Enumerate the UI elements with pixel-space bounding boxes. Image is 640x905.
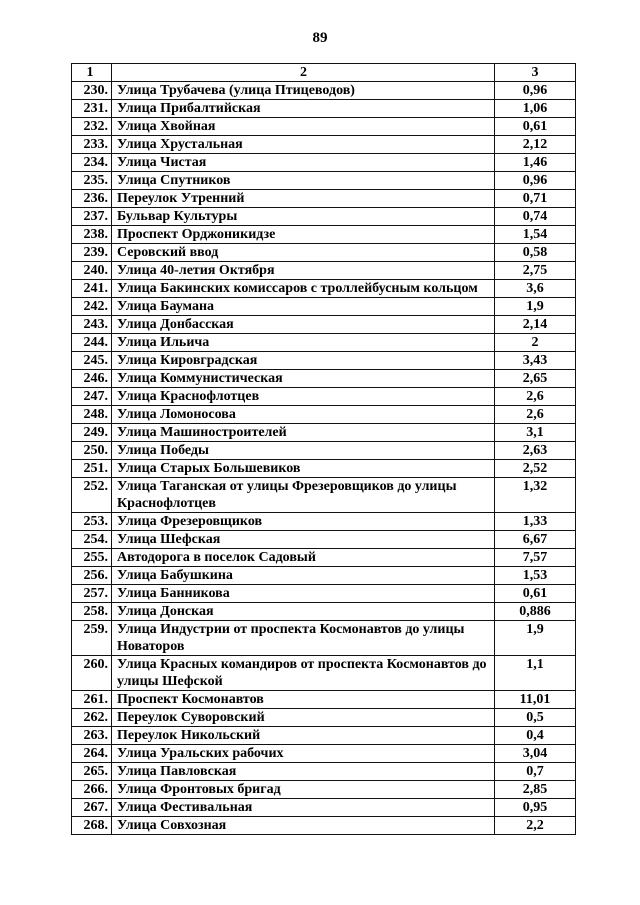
- street-name: Улица Уральских рабочих: [112, 745, 495, 763]
- table-row: [72, 585, 576, 603]
- table-row: [72, 621, 576, 656]
- length-value: 2,65: [495, 370, 576, 388]
- street-name: Улица Фронтовых бригад: [112, 781, 495, 799]
- row-number: 241.: [72, 280, 112, 298]
- table-row: [72, 745, 576, 763]
- street-name: Улица Спутников: [112, 172, 495, 190]
- row-number: 259.: [72, 621, 112, 656]
- table-header-row: [72, 64, 576, 82]
- row-number: 254.: [72, 531, 112, 549]
- length-value: 7,57: [495, 549, 576, 567]
- row-number: 258.: [72, 603, 112, 621]
- street-name: Улица Кировградская: [112, 352, 495, 370]
- length-value: 6,67: [495, 531, 576, 549]
- row-number: 246.: [72, 370, 112, 388]
- length-value: 0,61: [495, 585, 576, 603]
- street-name: Автодорога в поселок Садовый: [112, 549, 495, 567]
- table-row: [72, 603, 576, 621]
- street-name: Улица Совхозная: [112, 817, 495, 835]
- street-name: Улица Старых Большевиков: [112, 460, 495, 478]
- table-row: [72, 172, 576, 190]
- street-name: Улица Машиностроителей: [112, 424, 495, 442]
- table-row: [72, 226, 576, 244]
- row-number: 239.: [72, 244, 112, 262]
- street-name: Улица Чистая: [112, 154, 495, 172]
- length-value: 0,71: [495, 190, 576, 208]
- table-row: [72, 100, 576, 118]
- header-col-3: 3: [495, 64, 576, 82]
- length-value: 0,4: [495, 727, 576, 745]
- street-name: Улица Донская: [112, 603, 495, 621]
- table-row: [72, 460, 576, 478]
- row-number: 261.: [72, 691, 112, 709]
- table-row: [72, 406, 576, 424]
- table-row: [72, 190, 576, 208]
- length-value: 2,2: [495, 817, 576, 835]
- row-number: 253.: [72, 513, 112, 531]
- row-number: 230.: [72, 82, 112, 100]
- row-number: 262.: [72, 709, 112, 727]
- street-name: Улица Донбасская: [112, 316, 495, 334]
- row-number: 268.: [72, 817, 112, 835]
- length-value: 1,06: [495, 100, 576, 118]
- length-value: 2,6: [495, 388, 576, 406]
- header-col-2: 2: [112, 64, 495, 82]
- table-row: [72, 513, 576, 531]
- row-number: 257.: [72, 585, 112, 603]
- street-name: Серовский ввод: [112, 244, 495, 262]
- row-number: 266.: [72, 781, 112, 799]
- length-value: 2,6: [495, 406, 576, 424]
- length-value: 3,6: [495, 280, 576, 298]
- length-value: 0,95: [495, 799, 576, 817]
- street-name: Улица Фестивальная: [112, 799, 495, 817]
- length-value: 0,58: [495, 244, 576, 262]
- row-number: 240.: [72, 262, 112, 280]
- street-name: Улица Ломоносова: [112, 406, 495, 424]
- length-value: 0,7: [495, 763, 576, 781]
- row-number: 232.: [72, 118, 112, 136]
- length-value: 2,14: [495, 316, 576, 334]
- length-value: 3,43: [495, 352, 576, 370]
- street-name: Улица Краснофлотцев: [112, 388, 495, 406]
- table-row: [72, 352, 576, 370]
- row-number: 237.: [72, 208, 112, 226]
- street-name: Проспект Космонавтов: [112, 691, 495, 709]
- length-value: 0,886: [495, 603, 576, 621]
- table-row: [72, 154, 576, 172]
- row-number: 231.: [72, 100, 112, 118]
- street-name: Улица Победы: [112, 442, 495, 460]
- length-value: 0,5: [495, 709, 576, 727]
- table-row: [72, 799, 576, 817]
- table-row: [72, 280, 576, 298]
- street-name: Улица Ильича: [112, 334, 495, 352]
- row-number: 238.: [72, 226, 112, 244]
- length-value: 0,74: [495, 208, 576, 226]
- table-row: [72, 817, 576, 835]
- row-number: 252.: [72, 478, 112, 513]
- street-name: Улица Таганская от улицы Фрезеровщиков до улицы Краснофлотцев: [112, 478, 495, 513]
- street-name: Переулок Никольский: [112, 727, 495, 745]
- table-row: [72, 709, 576, 727]
- table-row: [72, 531, 576, 549]
- table-row: [72, 549, 576, 567]
- street-name: Улица Хрустальная: [112, 136, 495, 154]
- row-number: 236.: [72, 190, 112, 208]
- street-name: Улица Трубачева (улица Птицеводов): [112, 82, 495, 100]
- street-name: Улица Бакинских комиссаров с троллейбусным кольцом: [112, 280, 495, 298]
- table-row: [72, 208, 576, 226]
- length-value: 11,01: [495, 691, 576, 709]
- row-number: 248.: [72, 406, 112, 424]
- street-name: Бульвар Культуры: [112, 208, 495, 226]
- table-row: [72, 334, 576, 352]
- street-name: Улица Павловская: [112, 763, 495, 781]
- row-number: 245.: [72, 352, 112, 370]
- street-name: Улица Банникова: [112, 585, 495, 603]
- row-number: 251.: [72, 460, 112, 478]
- row-number: 249.: [72, 424, 112, 442]
- row-number: 256.: [72, 567, 112, 585]
- table-row: [72, 691, 576, 709]
- length-value: 1,32: [495, 478, 576, 513]
- length-value: 1,46: [495, 154, 576, 172]
- length-value: 1,1: [495, 656, 576, 691]
- row-number: 244.: [72, 334, 112, 352]
- length-value: 2,12: [495, 136, 576, 154]
- row-number: 267.: [72, 799, 112, 817]
- table-row: [72, 82, 576, 100]
- street-name: Улица 40-летия Октября: [112, 262, 495, 280]
- row-number: 235.: [72, 172, 112, 190]
- length-value: 1,54: [495, 226, 576, 244]
- street-name: Улица Коммунистическая: [112, 370, 495, 388]
- length-value: 0,96: [495, 172, 576, 190]
- row-number: 243.: [72, 316, 112, 334]
- row-number: 242.: [72, 298, 112, 316]
- length-value: 1,53: [495, 567, 576, 585]
- length-value: 1,9: [495, 298, 576, 316]
- streets-table: [71, 63, 576, 835]
- table-row: [72, 567, 576, 585]
- street-name: Улица Шефская: [112, 531, 495, 549]
- table-row: [72, 727, 576, 745]
- page-number: 89: [312, 30, 328, 46]
- length-value: 2,63: [495, 442, 576, 460]
- length-value: 2,75: [495, 262, 576, 280]
- table-row: [72, 388, 576, 406]
- row-number: 263.: [72, 727, 112, 745]
- row-number: 255.: [72, 549, 112, 567]
- street-name: Улица Прибалтийская: [112, 100, 495, 118]
- header-col-1: 1: [72, 64, 112, 82]
- length-value: 3,1: [495, 424, 576, 442]
- table-row: [72, 298, 576, 316]
- table-body: [72, 64, 576, 835]
- table-row: [72, 118, 576, 136]
- row-number: 233.: [72, 136, 112, 154]
- length-value: 0,96: [495, 82, 576, 100]
- length-value: 2,52: [495, 460, 576, 478]
- table-row: [72, 262, 576, 280]
- row-number: 247.: [72, 388, 112, 406]
- street-name: Улица Фрезеровщиков: [112, 513, 495, 531]
- table-row: [72, 656, 576, 691]
- length-value: 1,9: [495, 621, 576, 656]
- row-number: 250.: [72, 442, 112, 460]
- table-row: [72, 781, 576, 799]
- table-row: [72, 136, 576, 154]
- street-name: Переулок Утренний: [112, 190, 495, 208]
- length-value: 2,85: [495, 781, 576, 799]
- table-row: [72, 424, 576, 442]
- row-number: 260.: [72, 656, 112, 691]
- table-row: [72, 370, 576, 388]
- street-name: Улица Хвойная: [112, 118, 495, 136]
- street-name: Улица Индустрии от проспекта Космонавтов до улицы Новаторов: [112, 621, 495, 656]
- table-row: [72, 316, 576, 334]
- row-number: 234.: [72, 154, 112, 172]
- table-row: [72, 763, 576, 781]
- length-value: 1,33: [495, 513, 576, 531]
- row-number: 264.: [72, 745, 112, 763]
- table-row: [72, 244, 576, 262]
- street-name: Проспект Орджоникидзе: [112, 226, 495, 244]
- length-value: 2: [495, 334, 576, 352]
- street-name: Переулок Суворовский: [112, 709, 495, 727]
- street-name: Улица Красных командиров от проспекта Космонавтов до улицы Шефской: [112, 656, 495, 691]
- street-name: Улица Бабушкина: [112, 567, 495, 585]
- row-number: 265.: [72, 763, 112, 781]
- length-value: 0,61: [495, 118, 576, 136]
- table-row: [72, 442, 576, 460]
- table-row: [72, 478, 576, 513]
- length-value: 3,04: [495, 745, 576, 763]
- street-name: Улица Баумана: [112, 298, 495, 316]
